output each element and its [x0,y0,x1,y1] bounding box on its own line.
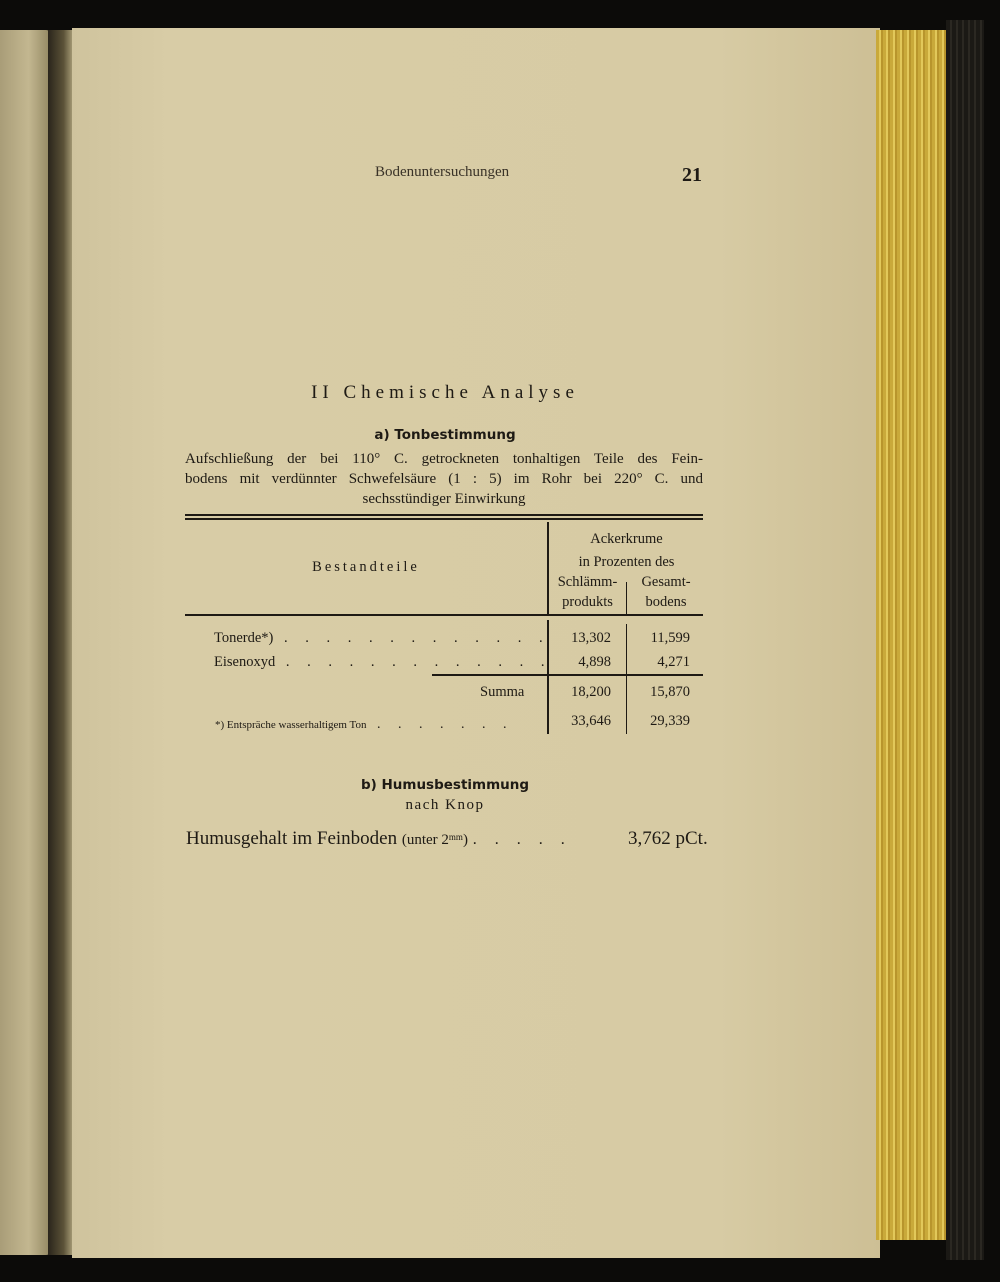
cell-value: 4,898 [578,654,611,670]
sum-value: 18,200 [571,684,611,700]
humus-unit: mm [448,832,463,842]
footnote-value: 33,646 [571,713,611,729]
header-bodens: bodens [645,594,687,610]
cell-value: 13,302 [571,630,611,646]
intro-line: bodens mit verdünnter Schwefelsäure (1 : 5) im Rohr bei 220° C. und [185,471,703,487]
header-bestandteile: Bestandteile [312,559,420,575]
cell-value: 4,271 [657,654,690,670]
intro-line: Aufschließung der bei 110° C. getrockneten tonhaltigen Teile des Fein- [185,451,703,467]
header-produkts: produkts [562,594,613,610]
humus-value: 3,762 pCt. [628,828,708,849]
row-label: Eisenoxyd . . . . . . . . . . . . . [214,654,552,670]
section-title: II Chemische Analyse [311,382,579,403]
humus-label: Humusgehalt im Feinboden [186,828,398,849]
page-edges [876,30,946,1240]
table-top-rule [185,518,703,520]
sum-rule [432,674,703,676]
page-number: 21 [682,164,702,186]
humus-line: Humusgehalt im Feinboden (unter $2^{mm}$) . . . . . [186,828,572,849]
column-divider [626,676,627,734]
book-gutter [48,30,74,1255]
sum-value: 15,870 [650,684,690,700]
cell-value: 11,599 [650,630,690,646]
intro-line: sechsstündiger Einwirkung [362,491,526,507]
intro-paragraph [185,449,703,509]
humus-paren-close: ) [462,832,468,848]
footnote-label: *) Entspräche wasserhaltigem Ton . . . . . . . [215,717,514,732]
column-divider [626,624,627,674]
subsection-b-subheading: nach Knop [405,797,485,813]
column-divider [626,582,627,614]
running-head: Bodenuntersuchungen [375,164,510,180]
header-schlaemm: Schlämm- [557,574,618,590]
row-label: Tonerde*) . . . . . . . . . . . . . [214,630,550,646]
row-label-text: Tonerde*) [214,630,274,646]
row-label-text: Eisenoxyd [214,654,276,670]
book-cover-edge [946,20,984,1260]
subsection-a-heading: a) Tonbestimmung [374,427,516,443]
header-ackerkrume: Ackerkrume [590,531,663,547]
header-in-prozenten: in Prozenten des [578,554,675,570]
sum-label: Summa [480,684,525,700]
table-top-rule [185,514,703,516]
header-gesamt: Gesamt- [641,574,691,590]
header-rule [185,614,703,616]
subsection-b-heading: b) Humusbestimmung [360,777,530,793]
footnote-value: 29,339 [650,713,690,729]
left-page-edge [0,30,52,1255]
humus-paren-open: (unter 2 [401,832,449,848]
footnote-text: *) Entspräche wasserhaltigem Ton [215,719,367,731]
